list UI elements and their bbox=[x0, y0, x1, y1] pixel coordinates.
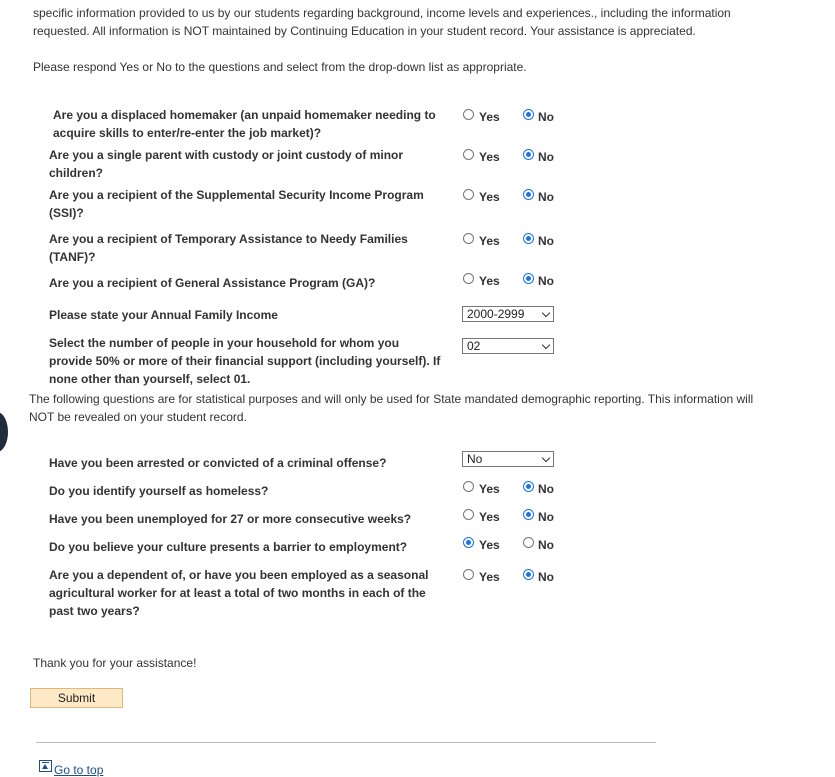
culture-no-radio[interactable] bbox=[523, 537, 534, 548]
culture-yes-radio[interactable] bbox=[463, 537, 474, 548]
unemployed-yes-radio[interactable] bbox=[463, 509, 474, 520]
question-tanf-line-2: (TANF)? bbox=[49, 250, 96, 264]
chevron-down-icon bbox=[542, 341, 550, 349]
question-culture-barrier: Do you believe your culture presents a barrier to employment? bbox=[49, 540, 408, 554]
intro-line-2: requested. All information is NOT maintained by Continuing Education in your student record. Your assistance is appreciated. bbox=[33, 24, 696, 38]
culture-yes-label[interactable]: Yes bbox=[479, 538, 500, 552]
seasonal-no-radio[interactable] bbox=[523, 569, 534, 580]
stat-note-line-2: NOT be revealed on your student record. bbox=[29, 410, 247, 424]
question-ssi-line-2: (SSI)? bbox=[49, 206, 84, 220]
divider bbox=[36, 742, 656, 743]
household-label-line-1: Select the number of people in your household for whom you bbox=[49, 336, 400, 350]
q4-yes-label[interactable]: Yes bbox=[479, 234, 500, 248]
question-seasonal-line-3: past two years? bbox=[49, 604, 140, 618]
q4-no-radio[interactable] bbox=[523, 233, 534, 244]
unemployed-no-radio[interactable] bbox=[523, 509, 534, 520]
unemployed-yes-label[interactable]: Yes bbox=[479, 510, 500, 524]
question-ssi-line-1: Are you a recipient of the Supplemental Security Income Program bbox=[49, 188, 424, 202]
seasonal-no-label[interactable]: No bbox=[538, 570, 554, 584]
arrested-select[interactable] bbox=[462, 451, 554, 467]
q2-yes-radio[interactable] bbox=[463, 149, 474, 160]
culture-no-label[interactable]: No bbox=[538, 538, 554, 552]
household-label-line-3: none other than yourself, select 01. bbox=[49, 372, 251, 386]
q2-no-label[interactable]: No bbox=[538, 150, 554, 164]
q3-no-radio[interactable] bbox=[523, 189, 534, 200]
question-homeless: Do you identify yourself as homeless? bbox=[49, 484, 269, 498]
question-displaced-homemaker-line-1: Are you a displaced homemaker (an unpaid homemaker needing to bbox=[53, 108, 436, 122]
q2-yes-label[interactable]: Yes bbox=[479, 150, 500, 164]
household-select-value: 02 bbox=[467, 339, 481, 353]
go-to-top-link[interactable]: Go to top bbox=[54, 763, 104, 777]
question-single-parent-line-2: children? bbox=[49, 166, 104, 180]
question-displaced-homemaker-line-2: acquire skills to enter/re-enter the job market)? bbox=[53, 126, 322, 140]
intro-line-1: specific information provided to us by our students regarding background, income levels and experiences., including the information bbox=[33, 6, 731, 20]
q5-no-label[interactable]: No bbox=[538, 274, 554, 288]
homeless-no-label[interactable]: No bbox=[538, 482, 554, 496]
arrested-select-value: No bbox=[467, 452, 483, 466]
instruction-text: Please respond Yes or No to the questions and select from the drop-down list as appropriate. bbox=[33, 60, 527, 74]
unemployed-no-label[interactable]: No bbox=[538, 510, 554, 524]
chevron-down-icon bbox=[542, 309, 550, 317]
q5-yes-label[interactable]: Yes bbox=[479, 274, 500, 288]
q5-no-radio[interactable] bbox=[523, 273, 534, 284]
side-tab-icon[interactable] bbox=[0, 412, 8, 452]
q5-yes-radio[interactable] bbox=[463, 273, 474, 284]
q1-no-radio[interactable] bbox=[523, 109, 534, 120]
q1-yes-label[interactable]: Yes bbox=[479, 110, 500, 124]
seasonal-yes-label[interactable]: Yes bbox=[479, 570, 500, 584]
go-to-top-icon[interactable] bbox=[39, 760, 52, 772]
q3-yes-label[interactable]: Yes bbox=[479, 190, 500, 204]
stat-note-line-1: The following questions are for statistical purposes and will only be used for State mandated demographic reporting. This information will bbox=[29, 392, 754, 406]
question-tanf-line-1: Are you a recipient of Temporary Assistance to Needy Families bbox=[49, 232, 408, 246]
household-select[interactable] bbox=[462, 338, 554, 354]
household-label-line-2: provide 50% or more of their financial support (including yourself). If bbox=[49, 354, 441, 368]
chevron-down-icon bbox=[542, 454, 550, 462]
homeless-no-radio[interactable] bbox=[523, 481, 534, 492]
q1-yes-radio[interactable] bbox=[463, 109, 474, 120]
thanks-text: Thank you for your assistance! bbox=[33, 656, 197, 670]
income-label: Please state your Annual Family Income bbox=[49, 308, 278, 322]
q2-no-radio[interactable] bbox=[523, 149, 534, 160]
question-arrested: Have you been arrested or convicted of a criminal offense? bbox=[49, 456, 387, 470]
q1-no-label[interactable]: No bbox=[538, 110, 554, 124]
seasonal-yes-radio[interactable] bbox=[463, 569, 474, 580]
question-seasonal-line-1: Are you a dependent of, or have you been employed as a seasonal bbox=[49, 568, 429, 582]
q3-no-label[interactable]: No bbox=[538, 190, 554, 204]
income-select[interactable] bbox=[462, 306, 554, 322]
homeless-yes-label[interactable]: Yes bbox=[479, 482, 500, 496]
q3-yes-radio[interactable] bbox=[463, 189, 474, 200]
q4-no-label[interactable]: No bbox=[538, 234, 554, 248]
income-select-value: 2000-2999 bbox=[467, 307, 525, 321]
submit-button[interactable]: Submit bbox=[30, 688, 123, 708]
question-seasonal-line-2: agricultural worker for at least a total of two months in each of the bbox=[49, 586, 426, 600]
q4-yes-radio[interactable] bbox=[463, 233, 474, 244]
question-single-parent-line-1: Are you a single parent with custody or joint custody of minor bbox=[49, 148, 404, 162]
question-unemployed: Have you been unemployed for 27 or more consecutive weeks? bbox=[49, 512, 412, 526]
question-general-assistance: Are you a recipient of General Assistance Program (GA)? bbox=[49, 276, 376, 290]
homeless-yes-radio[interactable] bbox=[463, 481, 474, 492]
